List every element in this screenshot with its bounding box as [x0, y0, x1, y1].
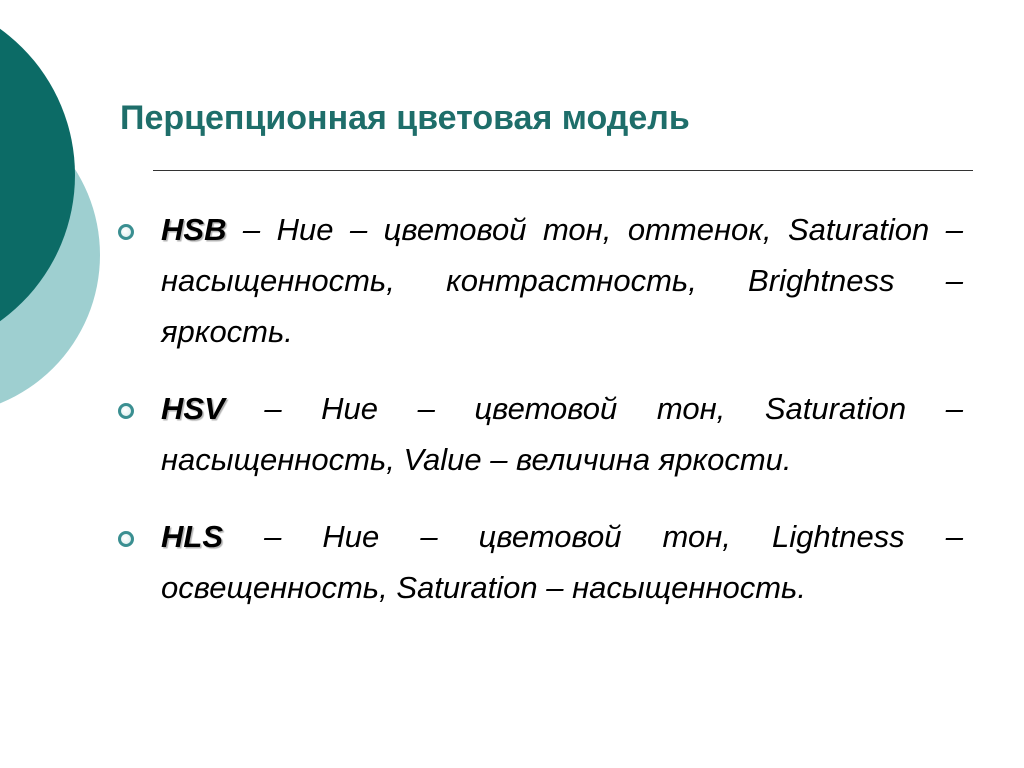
bullet-description: – Hue – цветовой тон, оттенок, Saturation – насыщенность, контрастность, Brightness – яркость. [161, 212, 963, 349]
bullet-list [118, 204, 963, 639]
bullet-abbr: HSB [161, 212, 227, 247]
bullet-item-hsb [118, 204, 963, 357]
bullet-text [161, 511, 963, 613]
bullet-text [161, 383, 963, 485]
slide-title: Перцепционная цветовая модель [120, 99, 690, 137]
bullet-ring-icon [118, 224, 134, 240]
bullet-item-hls [118, 511, 963, 613]
bullet-description: – Hue – цветовой тон, Saturation – насыщенность, Value – величина яркости. [161, 391, 963, 477]
bullet-ring-icon [118, 403, 134, 419]
bullet-ring-icon [118, 531, 134, 547]
bullet-abbr: HSV [161, 391, 225, 426]
bullet-abbr: HLS [161, 519, 223, 554]
bullet-item-hsv [118, 383, 963, 485]
bullet-description: – Hue – цветовой тон, Lightness – освещенность, Saturation – насыщенность. [161, 519, 963, 605]
title-underline [153, 170, 973, 171]
bullet-text [161, 204, 963, 357]
